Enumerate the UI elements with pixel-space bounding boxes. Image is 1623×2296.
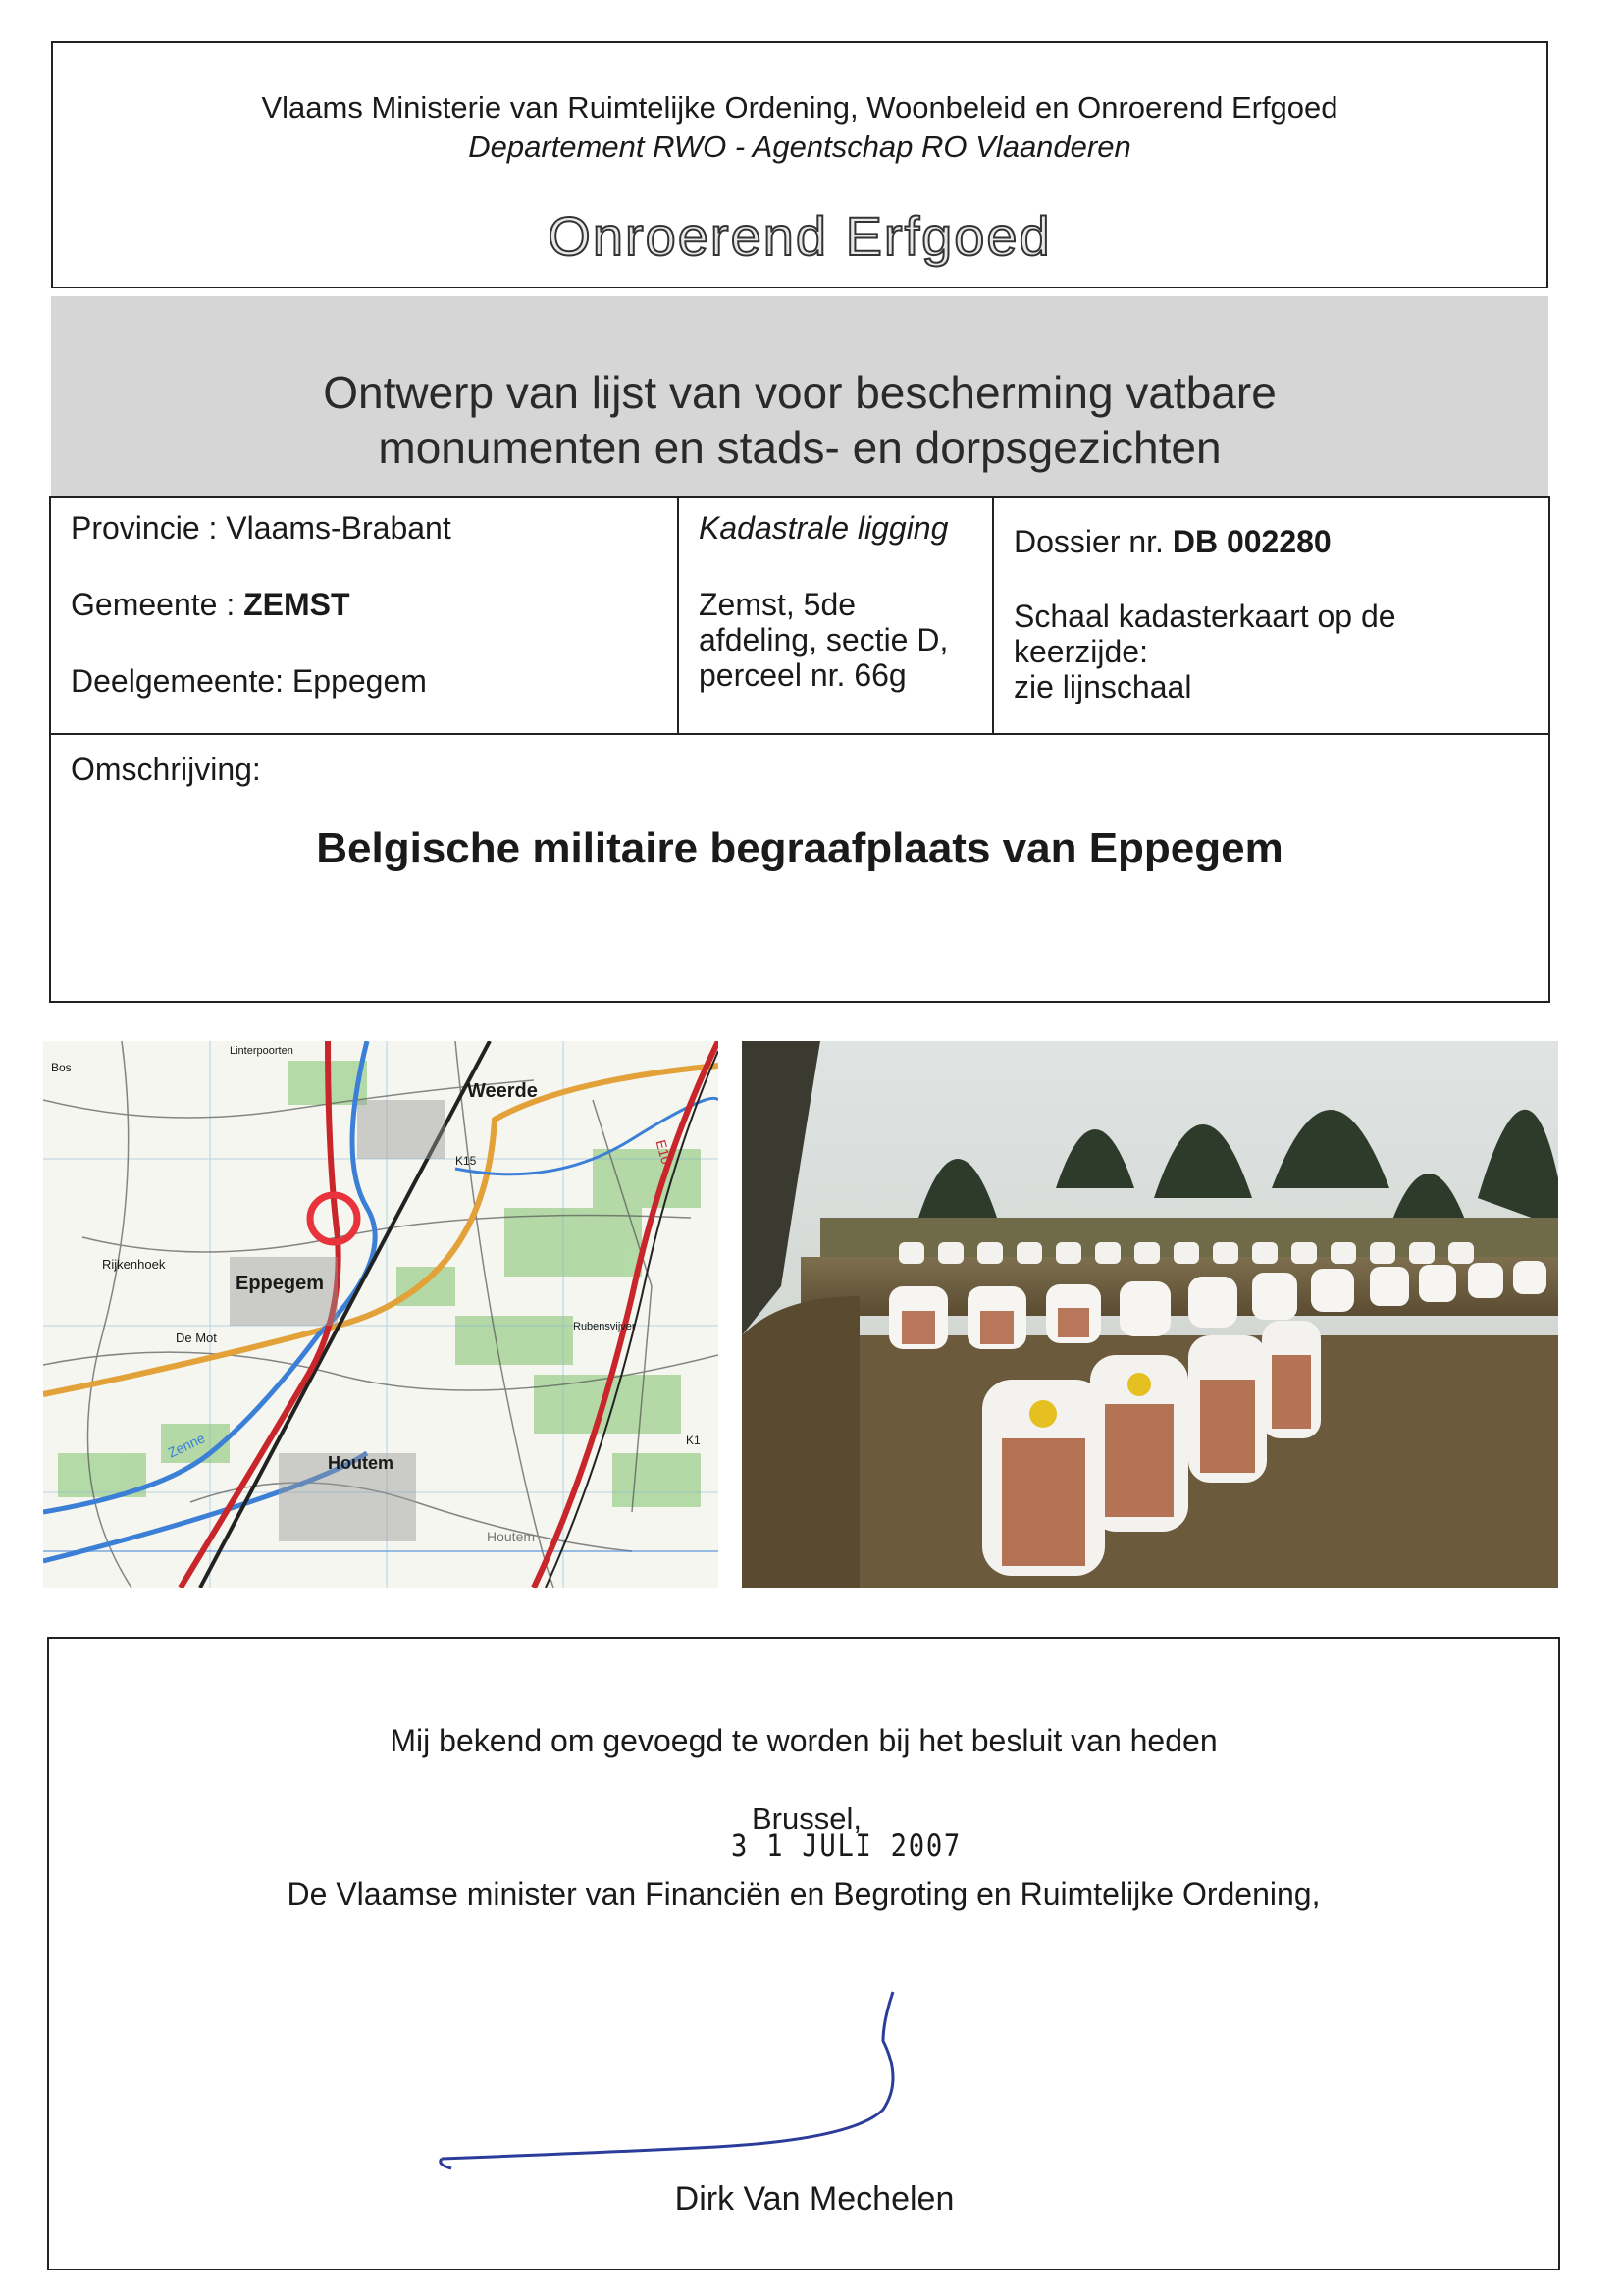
map-label-weerde: Weerde bbox=[467, 1080, 538, 1102]
map-label-eppegem: Eppegem bbox=[236, 1273, 325, 1294]
dossier-number: DB 002280 bbox=[1172, 524, 1332, 559]
map-label-k1: K1 bbox=[686, 1434, 701, 1447]
cemetery-photo bbox=[742, 1041, 1558, 1588]
cadastral-line-2: afdeling, sectie D, bbox=[699, 622, 949, 657]
gemeente-field bbox=[71, 587, 350, 622]
map-label-houtem: Houtem bbox=[328, 1453, 393, 1473]
minister-name: Dirk Van Mechelen bbox=[674, 2180, 955, 2218]
deelgemeente-field: Deelgemeente: Eppegem bbox=[71, 663, 427, 699]
cemetery-photo-drawing bbox=[742, 1041, 1558, 1588]
map-label-de-mot: De Mot bbox=[176, 1331, 217, 1345]
info-table bbox=[49, 496, 1550, 1003]
cadastral-line-3: perceel nr. 66g bbox=[699, 657, 907, 693]
department-name: Departement RWO - Agentschap RO Vlaanderen bbox=[468, 130, 1131, 164]
cadastral-heading: Kadastrale ligging bbox=[699, 510, 949, 546]
table-divider bbox=[677, 496, 679, 734]
ministry-name: Vlaams Ministerie van Ruimtelijke Ordening, Woonbeleid en Onroerend Erfgoed bbox=[261, 90, 1338, 125]
provincie-value: Vlaams-Brabant bbox=[226, 510, 451, 546]
banner-line-2: monumenten en stads- en dorpsgezichten bbox=[378, 422, 1222, 473]
banner-title bbox=[51, 365, 1548, 475]
table-divider bbox=[992, 496, 994, 734]
scale-line-3: zie lijnschaal bbox=[1014, 669, 1192, 704]
map-label-bos: Bos bbox=[51, 1061, 72, 1074]
cadastral-line-1: Zemst, 5de bbox=[699, 587, 857, 622]
minister-title: De Vlaamse minister van Financiën en Begroting en Ruimtelijke Ordening, bbox=[287, 1876, 1321, 1911]
map-label-rubensvijver: Rubensvijver bbox=[573, 1321, 636, 1332]
approval-statement: Mij bekend om gevoegd te worden bij het besluit van heden bbox=[390, 1723, 1218, 1758]
map-label-linterpoorten: Linterpoorten bbox=[230, 1045, 293, 1057]
date-stamp: 3 1 JULI 2007 bbox=[731, 1827, 962, 1864]
map-drawing bbox=[43, 1041, 718, 1588]
map-label-k15: K15 bbox=[455, 1154, 477, 1168]
banner-line-1: Ontwerp van lijst van voor bescherming vatbare bbox=[323, 367, 1277, 418]
topographic-map bbox=[43, 1041, 718, 1588]
document-title: Onroerend Erfgoed bbox=[548, 205, 1052, 267]
description-label: Omschrijving: bbox=[71, 752, 261, 787]
scale-line-1: Schaal kadasterkaart op de bbox=[1014, 599, 1396, 634]
scale-line-2: keerzijde: bbox=[1014, 634, 1148, 669]
map-label-e10: E10 bbox=[653, 1137, 675, 1167]
dossier-number-field bbox=[1014, 524, 1332, 559]
gemeente-value: ZEMST bbox=[243, 587, 350, 622]
gemeente-label: Gemeente : bbox=[71, 587, 236, 622]
monument-title: Belgische militaire begraafplaats van Eppegem bbox=[316, 824, 1283, 872]
map-label-rijkenhoek: Rijkenhoek bbox=[102, 1257, 166, 1272]
map-label-houtem-2: Houtem bbox=[487, 1529, 536, 1544]
provincie-label: Provincie : bbox=[71, 510, 218, 546]
place-label: Brussel, bbox=[752, 1801, 862, 1836]
provincie-field bbox=[71, 510, 451, 546]
dossier-label: Dossier nr. bbox=[1014, 524, 1164, 559]
scale-note bbox=[1014, 599, 1396, 704]
cadastral-location bbox=[699, 587, 948, 693]
handwritten-signature bbox=[422, 1972, 932, 2188]
map-label-zenne: Zenne bbox=[165, 1430, 208, 1461]
table-divider bbox=[49, 733, 1550, 735]
